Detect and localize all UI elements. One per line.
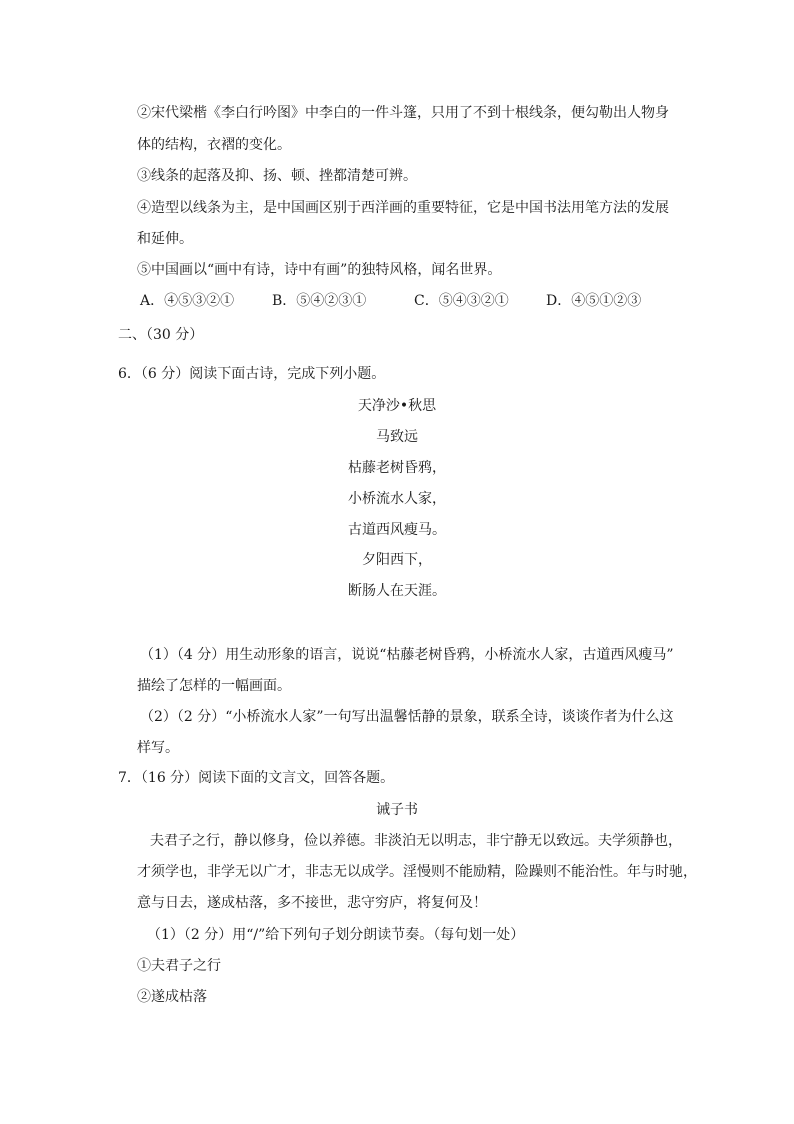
q6-sub2-line-1: （2）（2 分）“小桥流水人家”一句写出温馨恬静的景象，联系全诗，谈谈作者为什么这 (140, 709, 674, 725)
essay-text-line-2: 才须学也，非学无以广才，非志无以成学。淫慢则不能励精，险躁则不能治性。年与时驰， (137, 864, 697, 880)
q7-intro: 7．（16 分）阅读下面的文言文，回答各题。 (118, 770, 395, 786)
poem-line-4: 夕阳西下， (362, 552, 432, 568)
q7-sub1-item-2: ②遂成枯落 (137, 989, 207, 1005)
q6-sub2-line-2: 样写。 (137, 740, 179, 756)
q5-option-b: B．⑤④②③① (272, 293, 367, 309)
q5-option-c: C．⑤④③②① (414, 293, 509, 309)
q5-item-3: ③线条的起落及抑、扬、顿、挫都清楚可辨。 (137, 168, 417, 184)
q6-sub1-line-2: 描绘了怎样的一幅画面。 (137, 678, 291, 694)
poem-line-3: 古道西风瘦马。 (348, 522, 446, 538)
q6-sub1-line-1: （1）（4 分）用生动形象的语言，说说“枯藤老树昏鸦，小桥流水人家，古道西风瘦马” (140, 647, 674, 663)
q5-item-4-line-1: ④造型以线条为主，是中国画区别于西洋画的重要特征，它是中国书法用笔方法的发展 (137, 200, 669, 216)
q5-item-4-line-2: 和延伸。 (137, 231, 193, 247)
poem-title: 天净沙•秋思 (357, 398, 437, 414)
q5-option-a: A．④⑤③②① (140, 293, 235, 309)
poem-author: 马致远 (376, 429, 418, 445)
q7-sub1: （1）（2 分）用“/”给下列句子划分朗读节奏。（每句划一处） (147, 927, 525, 943)
section-2-heading: 二、（30 分） (118, 327, 204, 343)
essay-text-line-1: 夫君子之行，静以修身，俭以养德。非淡泊无以明志，非宁静无以致远。夫学须静也， (150, 833, 682, 849)
poem-line-2: 小桥流水人家， (348, 491, 446, 507)
q5-item-5: ⑤中国画以“画中有诗，诗中有画”的独特风格，闻名世界。 (137, 262, 502, 278)
q6-intro: 6．（6 分）阅读下面古诗，完成下列小题。 (118, 366, 386, 382)
q5-item-2-line-1: ②宋代梁楷《李白行吟图》中李白的一件斗篷，只用了不到十根线条，便勾勒出人物身 (137, 105, 669, 121)
essay-text-line-3: 意与日去，遂成枯落，多不接世，悲守穷庐，将复何及！ (137, 895, 487, 911)
poem-line-5: 断肠人在天涯。 (348, 583, 446, 599)
q7-sub1-item-1: ①夫君子之行 (137, 958, 221, 974)
q5-item-2-line-2: 体的结构，衣褶的变化。 (137, 137, 291, 153)
q5-option-d: D．④⑤①②③ (546, 293, 642, 309)
poem-line-1: 枯藤老树昏鸦， (348, 460, 446, 476)
essay-title: 诫子书 (376, 802, 418, 818)
